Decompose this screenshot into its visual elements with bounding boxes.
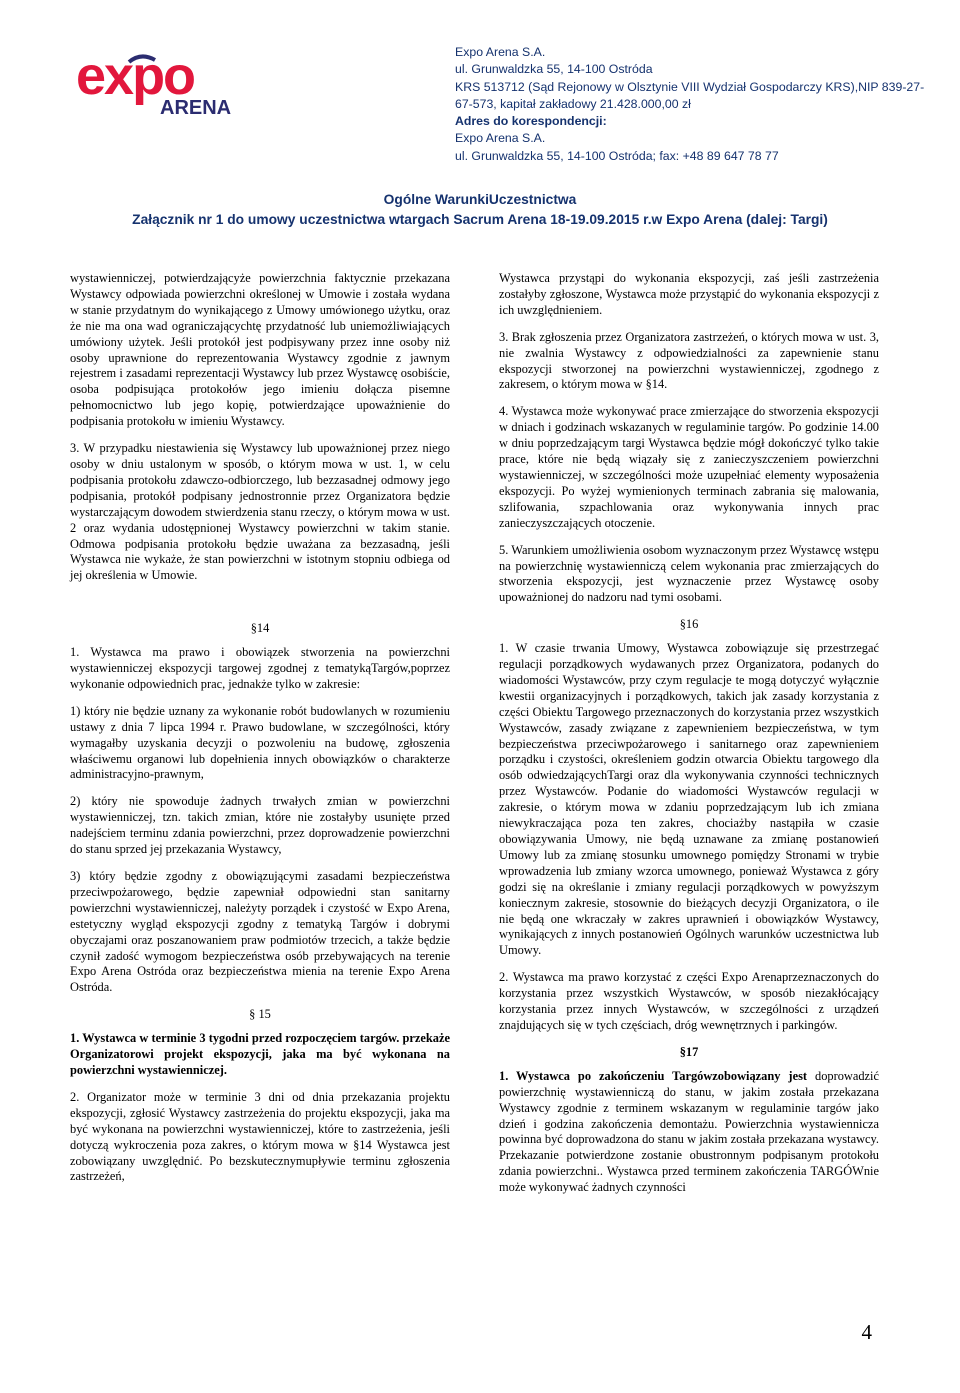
page-number: 4 (861, 1320, 872, 1344)
company-line: KRS 513712 (Sąd Rejonowy w Olsztynie VIII Wydział Gospodarczy KRS),NIP 839-27- (455, 79, 925, 94)
left-column (70, 271, 450, 1185)
paragraph: 2. Organizator może w terminie 3 dni od dnia przekazania projektu ekspozycji, zgłosić Wystawcy zastrzeżenia do projektu ekspozycji, jaka ma być wykonana na powierzchni wystawienniczej, które to zastrzeżenia, jeśli dotyczą wykroczenia poza zakres, o którym mowa w §14 Wystawca jest zobowiązany uwzględnić. Po bezskutecznymupływie terminu zgłoszenia zastrzeżeń, (70, 1089, 450, 1184)
paragraph: 3. Brak zgłoszenia przez Organizatora zastrzeżeń, o których mowa w ust. 3, nie zwalnia Wystawcy z odpowiedzialności za zapewnienie stanu ekspozycji stworzonej na powierzchni wystawienniczej, zgodnego z zakresem, o którym mowa w §14. (499, 329, 879, 392)
paragraph: 1. W czasie trwania Umowy, Wystawca zobowiązuje się przestrzegać regulacji porządkowych wydawanych przez Organizatora, podanych do wiadomości Wystawców, przy czym regulacje te mogą dotyczyć wyłącznie kwestii organizacyjnych i porządkowych, takich jak zasady korzystania z części Obiektu Targowego przeznaczonych do korzystania przez wszystkich Wystawców, zasady związane z zapewnieniem bezpieczeństwa, w tym bezpieczeństwa przeciwpożarowego i sanitarnego oraz zapewnieniem porządku i czystości, określeniem godzin otwarcia Obiektu targowego dla osób odwiedzającychTargi oraz dla wykonywania czynności technicznych przez Wystawców. Podanie do wiadomości Wystawców regulacji w zakresie, o którym mowa w zdaniu poprzedzającym lub ich zmiana niewykraczająca poza ten zakres, chociażby nastąpiła w czasie obowiązywania Umowy, nie będą uznawane za zmianę postanowień Umowy lub za zmianę stosunku umownego pomiędzy Stronami w trybie wprowadzenia lub zmiany wzorca umownego, ponieważ Wystawca z góry godzi się na określanie i zmiany regulacji porządkowych w powyższym koniecznym zakresie, stosownie do bieżących decyzji Organizatora, o ile nie będą one wkraczały w zakres uprawnień i obowiązków Wystawcy, wynikających z innych postanowień Ogólnych warunków uczestnictwa lub Umowy. (499, 641, 879, 958)
svg-text:expo: expo (76, 50, 195, 106)
paragraph: 1) który nie będzie uznany za wykonanie robót budowlanych w rozumieniu ustawy z dnia 7 lipca 1994 r. Prawo budowlane, w szczególności, który wymagałby uzyskania decyzji o pozwoleniu na budowę, zgłoszenia właściwemu organowi lub dopełnienia innych obowiązków o charakterze administracyjno-prawnym, (70, 703, 450, 782)
section-heading: § 15 (249, 1007, 271, 1022)
expo-arena-logo (74, 50, 254, 130)
section-heading: §17 (679, 1044, 699, 1059)
section-heading: §14 (250, 621, 270, 636)
paragraph: 1. Wystawca w terminie 3 tygodni przed rozpoczęciem targów. przekaże Organizatorowi projekt ekspozycji, jaka ma być wykonana na powierzchni wystawienniczej. (70, 1031, 450, 1077)
right-column (499, 271, 879, 1196)
svg-text:ARENA: ARENA (160, 97, 232, 119)
paragraph: 5. Warunkiem umożliwienia osobom wyznaczonym przez Wystawcę wstępu na powierzchnię wystawienniczą celem wykonania prac zmierzających do stworzenia ekspozycji, jest wyznaczenie przez Wystawcę osoby upoważnionej do nadzoru nad tymi osobami. (499, 542, 879, 605)
company-line: 67-573, kapitał zakładowy 21.428.000,00 zł (455, 96, 691, 111)
company-line: Adres do korespondencji: (455, 114, 607, 129)
paragraph: wystawienniczej, potwierdzającyże powierzchnia faktycznie przekazana Wystawcy odpowiada powierzchni określonej w Umowie i została wydana w stanie przydatnym do wynikającego z Umowy umówionego użytku, oraz że nie ma ona wad ograniczającychtę przydatność lub uniemożliwiających umówiony użytek. Jeśli protokół jest podpisywany przez inne osoby niż osoby uprawnione do reprezentowania Wystawcy zgodnie z jawnym rejestrem i zasadami reprezentacji Wystawcy lub przez Wystawcę osobiście, osoba podpisująca protokołów jego imieniu dołącza pisemne pełnomocnictwo lub jego kopię, potwierdzające upoważnienie do podpisania protokołu w imieniu Wystawcy. (70, 271, 450, 429)
paragraph-text: doprowadzić powierzchnię wystawienniczą do stanu, w jakim została przekazana Wystawcy zgodnie z terminem wskazanym w regulaminie targów jako dzień i godzina zakończenia demontażu. Powierzchnia wystawiennicza powinna być doprowadzona do stanu w jakim została przekazana wystawcy. Przekazanie potwierdzone zostanie obustronnym podpisanym protokołu zdania powierzchni.. Wystawca przed terminem zakończenia TARGÓWnie może wykonywać żadnych czynności (499, 1068, 879, 1195)
company-info (455, 44, 935, 165)
paragraph-bold-lead: 1. Wystawca po zakończeniu Targówzobowiązany jest (499, 1068, 808, 1083)
paragraph: Wystawca przystąpi do wykonania ekspozycji, zaś jeśli zastrzeżenia zostałyby zgłoszone, Wystawca może przystąpić do wykonania ekspozycji z ich uwzględnieniem. (499, 271, 879, 317)
paragraph: 2. Wystawca ma prawo korzystać z części Expo Arenaprzeznaczonych do korzystania przez wszystkich Wystawców, w sposób niezakłócający korzystania przez innych Wystawców, w szczególności z urządzeń znajdujących się w tych częściach, dróg wewnętrznych i parkingów. (499, 970, 879, 1032)
company-line: Expo Arena S.A. (455, 45, 546, 59)
section-heading: §16 (679, 617, 699, 632)
paragraph: 4. Wystawca może wykonywać prace zmierzające do stworzenia ekspozycji w dniach i godzinach wskazanych w regulaminie targów. Po godzinie 14.00 w dniu poprzedzającym targi Wystawca będzie mógł dokończyć tylko takie prace, które nie będą wiązały się z zanieczyszczeniem powierzchni wystawienniczej, w szczególności może uzupełniać elementy wyposażenia ekspozycji. Po wyżej wymienionych terminach zabrania się malowania, szlifowania, szpachlowania oraz wykonywania innych prac zanieczyszczających otoczenie. (499, 404, 879, 530)
paragraph (499, 1069, 879, 1196)
document-subtitle: Załącznik nr 1 do umowy uczestnictwa wtargach Sacrum Arena 18-19.09.2015 r.w Expo Arena (dalej: Targi) (132, 212, 828, 227)
company-line: Expo Arena S.A. (455, 131, 546, 146)
paragraph: 3. W przypadku niestawienia się Wystawcy lub upoważnionej przez niego osoby w dniu ustalonym w sposób, o którym mowa w ust. 1, w celu podpisania protokołu zdawczo-odbiorczego, lub bezzasadnej odmowy jego podpisania, protokół podpisany jednostronnie przez Organizatora będzie wystarczającym dowodem stwierdzenia stanu rzeczy, o którym mowa w ust. 2 oraz wydania udostępnionej Wystawcy powierzchni w takim stanie. Odmowa podpisania protokołu będzie uważana za bezzasadną, jeśli Wystawca nie wykaże, że stan powierzchni w istotnym stopniu odbiega od jej określenia w Umowie. (70, 441, 450, 583)
company-line: ul. Grunwaldzka 55, 14-100 Ostróda; fax: +48 89 647 78 77 (455, 148, 779, 163)
paragraph: 2) który nie spowoduje żadnych trwałych zmian w powierzchni wystawienniczej, tzn. takich zmian, które nie zostałyby usunięte przed nadejściem terminu zdania powierzchni, przez doprowadzenie powierzchni do stanu sprzed jej przekazania Wystawcy, (70, 794, 450, 857)
paragraph: 3) który będzie zgodny z obowiązującymi zasadami bezpieczeństwa przeciwpożarowego, będzie zapewniał odpowiedni stan sanitarny powierzchni wystawienniczej, należyty porządek i czystość w Expo Arena, estetyczny wygląd ekspozycji zgodny z tematyką Targów i dobrymi obyczajami oraz poszanowaniem praw podmiotów trzecich, a także będzie czynił zadość wymogom bezpieczeństwa osób przebywających na terenie Expo Arena Ostróda oraz bezpieczeństwa mienia na terenie Expo Arena Ostróda. (70, 869, 450, 995)
paragraph: 1. Wystawca ma prawo i obowiązek stworzenia na powierzchni wystawienniczej ekspozycji targowej zgodnej z tematykąTargów,poprzez wykonanie odpowiednich prac, jednakże tylko w zakresie: (70, 645, 450, 691)
document-title: Ogólne WarunkiUczestnictwa (383, 192, 577, 207)
company-line: ul. Grunwaldzka 55, 14-100 Ostróda (455, 62, 653, 77)
